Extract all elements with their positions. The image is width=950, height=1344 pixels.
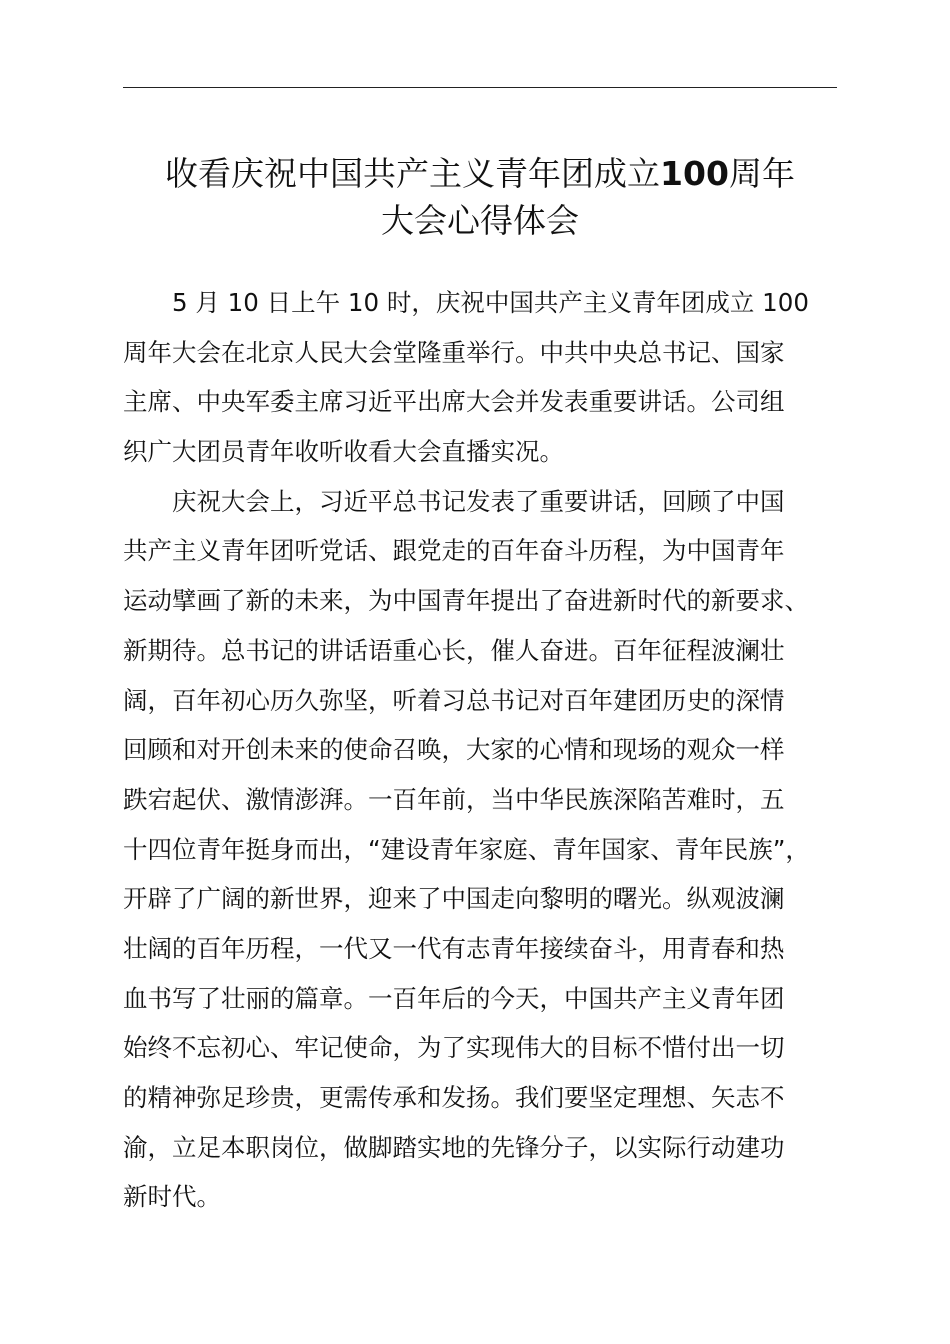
paragraph-2-line: 壮阔的百年历程，一代又一代有志青年接续奋斗，用青春和热 <box>123 933 785 963</box>
paragraph-1-line: 周年大会在北京人民大会堂隆重举行。中共中央总书记、国家 <box>123 337 785 367</box>
paragraph-2-line: 阔，百年初心历久弥坚，听着习总书记对百年建团历史的深情 <box>123 685 785 715</box>
document-body <box>123 278 837 1222</box>
paragraph-1-line: 主席、中央军委主席习近平出席大会并发表重要讲话。公司组 <box>123 387 785 417</box>
paragraph-2-line: 的精神弥足珍贵，更需传承和发扬。我们要坚定理想、矢志不 <box>123 1083 785 1112</box>
paragraph-2-line: 渝，立足本职岗位，做脚踏实地的先锋分子，以实际行动建功 <box>123 1132 785 1162</box>
paragraph-2-line: 十四位青年挺身而出，“建设青年家庭、青年国家、青年民族”， <box>123 834 810 864</box>
paragraph-2-line: 新期待。总书记的讲话语重心长，催人奋进。百年征程波澜壮 <box>123 635 785 665</box>
title-line-1-number: 100 <box>660 154 729 193</box>
paragraph-1-line: 织广大团员青年收听收看大会直播实况。 <box>123 437 564 467</box>
title-line-1-prefix: 收看庆祝中国共产主义青年团成立 <box>165 154 661 193</box>
paragraph-2-line: 新时代。 <box>123 1182 221 1212</box>
paragraph-2-line: 共产主义青年团听党话、跟党走的百年奋斗历程，为中国青年 <box>123 536 785 566</box>
title-line-1-suffix: 周年 <box>728 154 795 193</box>
paragraph-2-line: 血书写了壮丽的篇章。一百年后的今天，中国共产主义青年团 <box>123 983 785 1013</box>
paragraph-2-line: 始终不忘初心、牢记使命，为了实现伟大的目标不惜付出一切 <box>123 1033 785 1063</box>
paragraph-2-line: 跌宕起伏、激情澎湃。一百年前，当中华民族深陷苦难时，五 <box>123 784 785 814</box>
paragraph-1-line: 5 月 10 日上午 10 时，庆祝中国共产主义青年团成立 100 <box>172 288 809 317</box>
title-line-2: 大会心得体会 <box>381 201 579 240</box>
paragraph-2-line: 运动擘画了新的未来，为中国青年提出了奋进新时代的新要求、 <box>123 586 809 616</box>
title-line-1 <box>100 150 860 197</box>
header-rule <box>123 87 837 88</box>
document-title <box>100 150 860 244</box>
paragraph-2-line: 开辟了广阔的新世界，迎来了中国走向黎明的曙光。纵观波澜 <box>123 884 785 914</box>
paragraph-2-line: 回顾和对开创未来的使命召唤，大家的心情和现场的观众一样 <box>123 735 785 765</box>
paragraph-2-line: 庆祝大会上，习近平总书记发表了重要讲话，回顾了中国 <box>172 486 785 516</box>
